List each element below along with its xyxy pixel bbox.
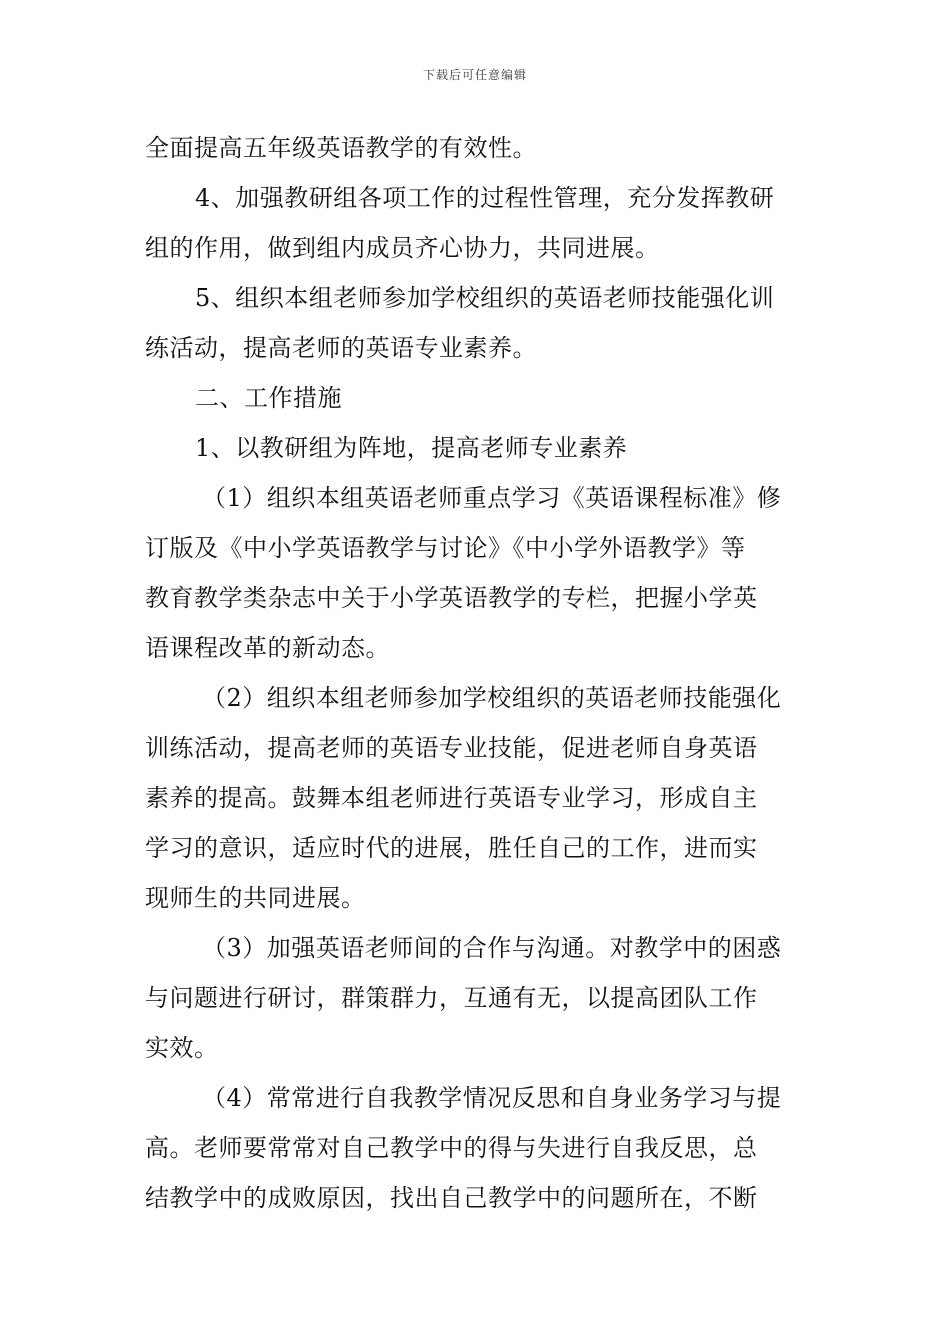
text-line: 现师生的共同进展。 [145,884,366,912]
text-line: 5、组织本组老师参加学校组织的英语老师技能强化训 [195,284,775,312]
text-line: 组的作用，做到组内成员齐心协力，共同进展。 [145,234,660,262]
text-line: 结教学中的成败原因，找出自己教学中的问题所在，不断 [145,1184,758,1212]
text-line: （3）加强英语老师间的合作与沟通。对教学中的困惑 [202,934,782,962]
text-line: 1、以教研组为阵地，提高老师专业素养 [195,434,628,462]
text-line: 4、加强教研组各项工作的过程性管理，充分发挥教研 [195,184,775,212]
document-body [145,123,810,1223]
text-line: 教育教学类杂志中关于小学英语教学的专栏，把握小学英 [145,584,758,612]
text-line: 语课程改革的新动态。 [145,634,390,662]
text-line: 订版及《中小学英语教学与讨论》《中小学外语教学》等 [145,534,746,562]
text-line: 高。老师要常常对自己教学中的得与失进行自我反思，总 [145,1134,758,1162]
text-line: （2）组织本组老师参加学校组织的英语老师技能强化 [202,684,782,712]
text-line: 与问题进行研讨，群策群力，互通有无，以提高团队工作 [145,984,758,1012]
text-line: 二、工作措施 [195,384,342,412]
text-line: （1）组织本组英语老师重点学习《英语课程标准》修 [202,484,782,512]
text-line: 素养的提高。鼓舞本组老师进行英语专业学习，形成自主 [145,784,758,812]
text-line: 学习的意识，适应时代的进展，胜任自己的工作，进而实 [145,834,758,862]
text-line: （4）常常进行自我教学情况反思和自身业务学习与提 [202,1084,782,1112]
text-line: 实效。 [145,1034,219,1062]
page-header-note: 下载后可任意编辑 [422,68,527,82]
text-line: 练活动，提高老师的英语专业素养。 [145,334,537,362]
text-line: 全面提高五年级英语教学的有效性。 [145,134,537,162]
text-line: 训练活动，提高老师的英语专业技能，促进老师自身英语 [145,734,758,762]
